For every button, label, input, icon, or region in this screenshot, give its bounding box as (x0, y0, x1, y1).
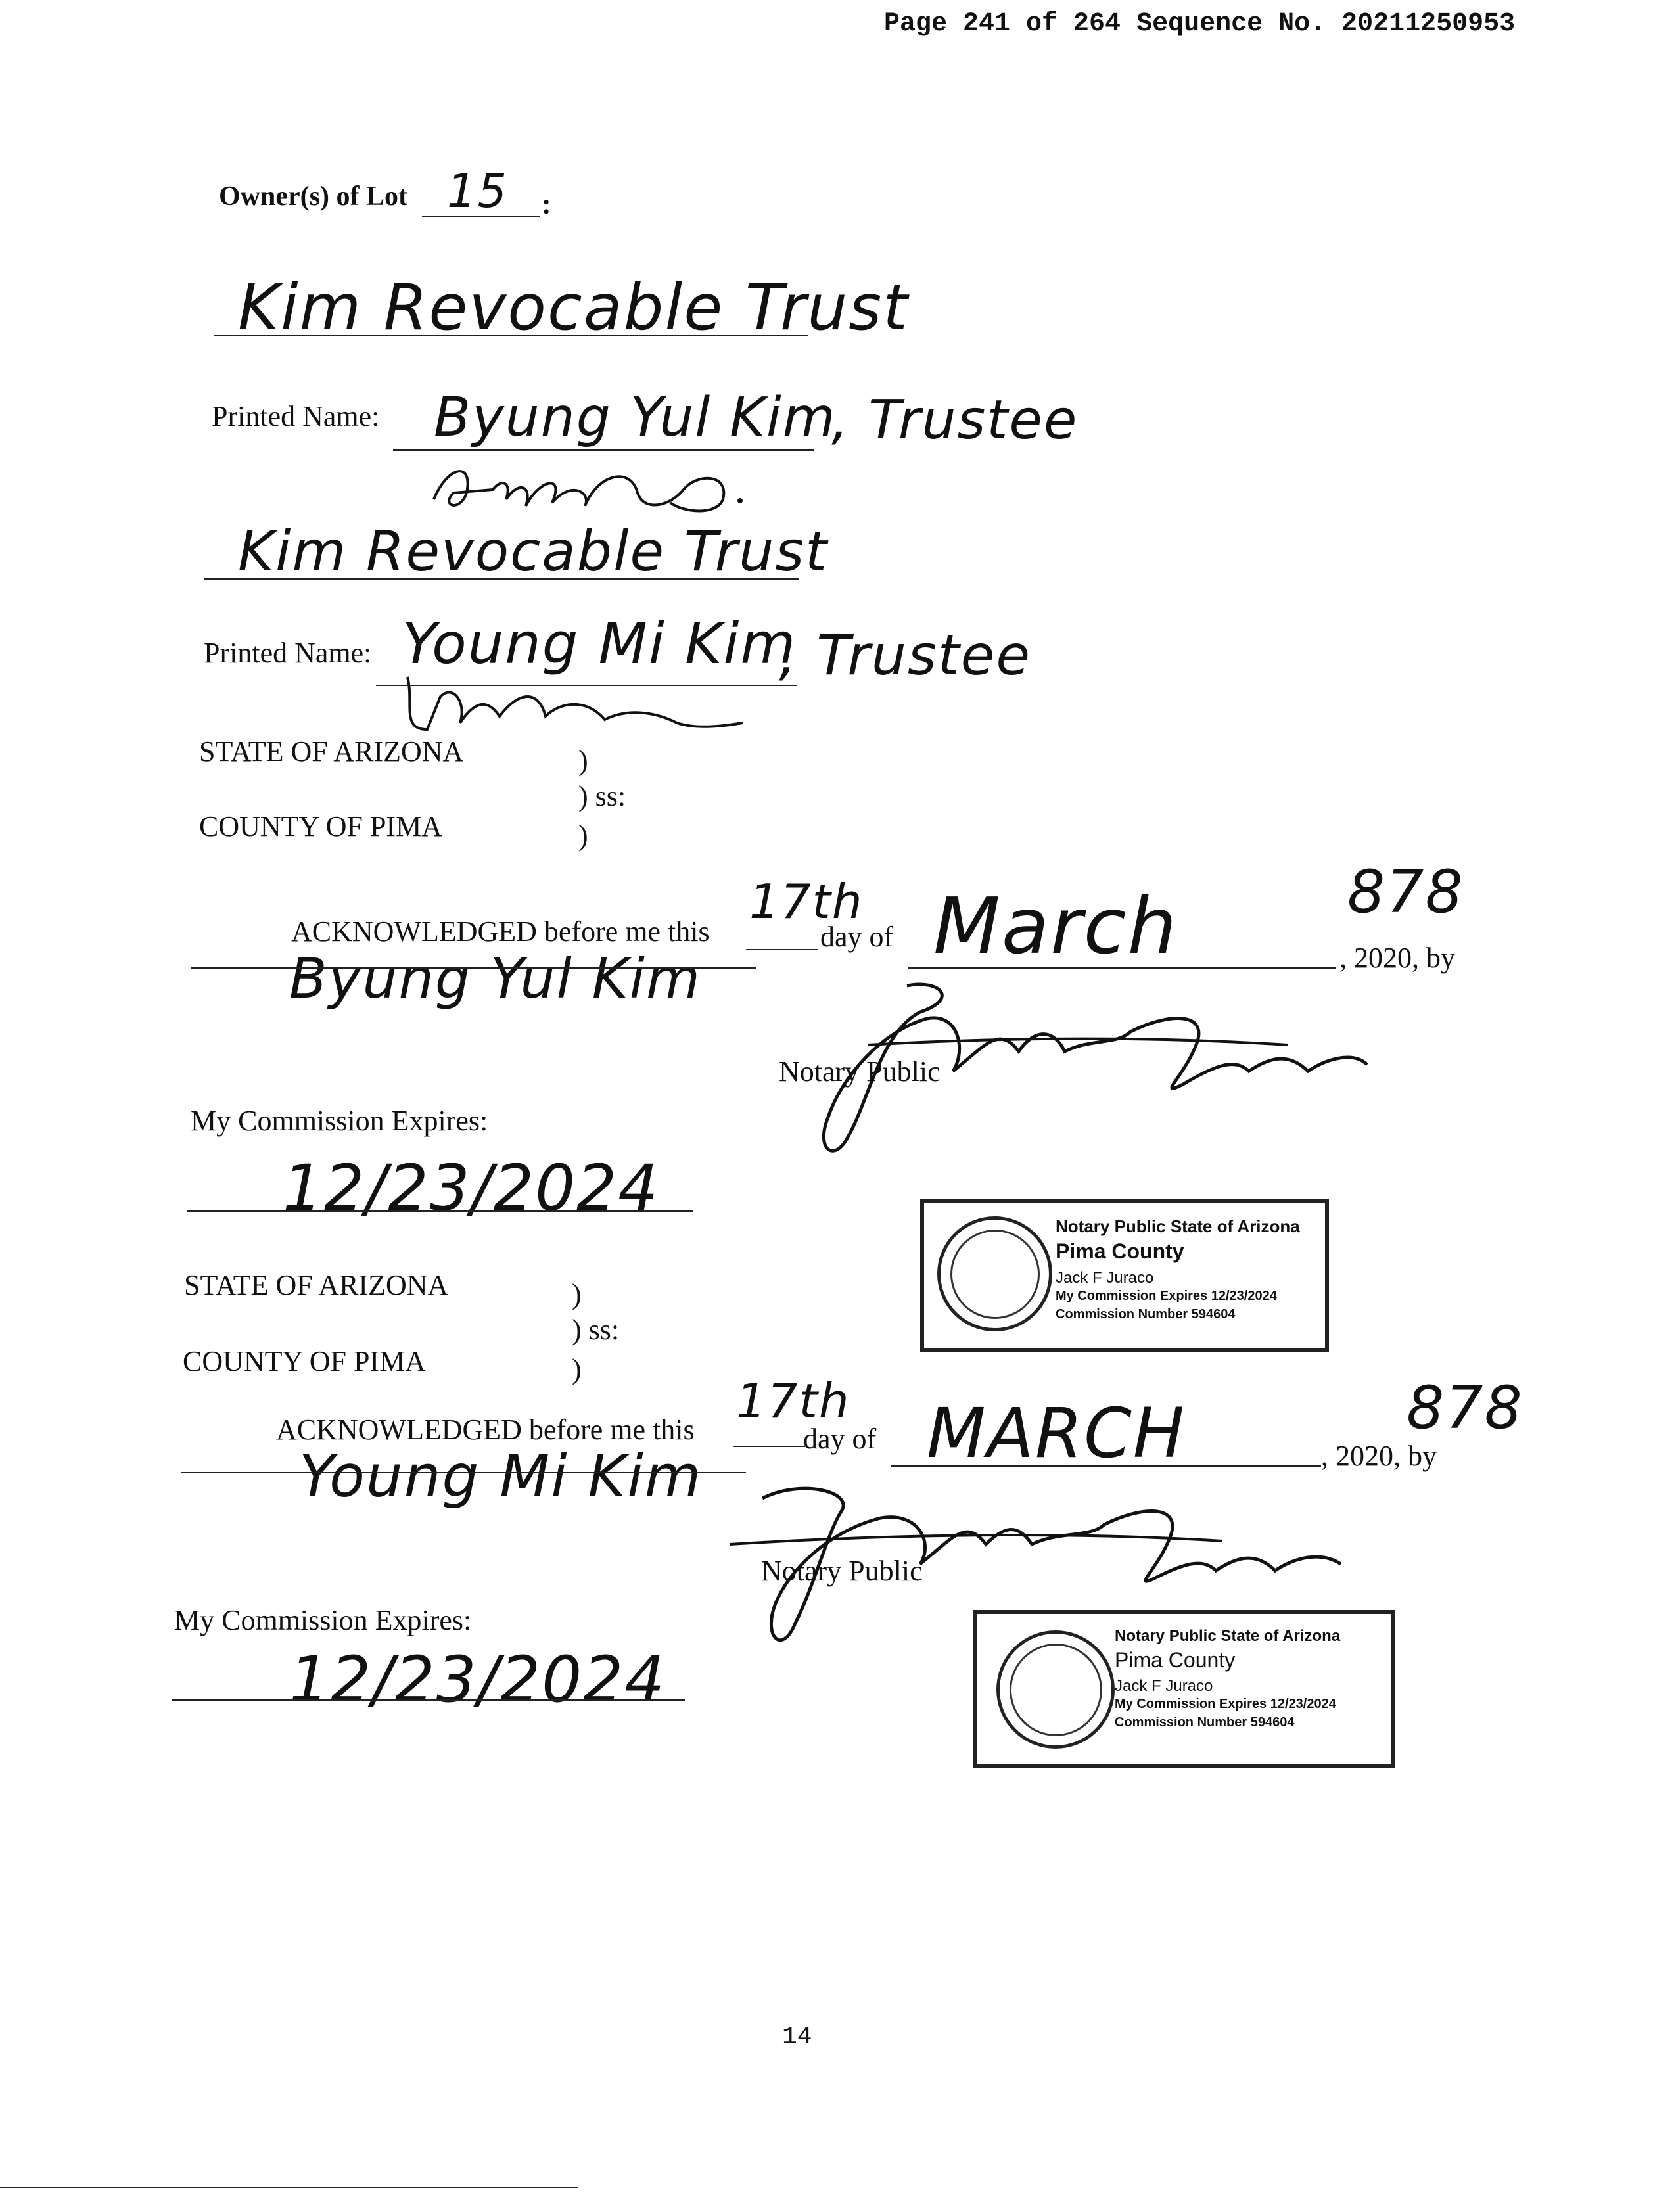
ack-1-year: , 2020, by (1339, 942, 1455, 974)
entity-2-printed-name: Young Mi Kim (402, 611, 797, 677)
stamp-2-line-4: My Commission Expires 12/23/2024 (1115, 1697, 1336, 1711)
stamp-1-line-4: My Commission Expires 12/23/2024 (1056, 1289, 1277, 1303)
owners-colon: : (542, 188, 551, 220)
ack-1-month-underline (908, 967, 1336, 969)
entity-2-underline (204, 578, 799, 580)
ack-2-month-underline (891, 1465, 1321, 1467)
page-header: Page 241 of 264 Sequence No. 20211250953 (884, 9, 1516, 39)
ack-1-text: ACKNOWLEDGED before me this (291, 915, 710, 948)
stamp-2-line-5: Commission Number 594604 (1115, 1715, 1295, 1730)
ack-1-commission-underline (187, 1210, 693, 1212)
stamp-1-line-1: Notary Public State of Arizona (1056, 1216, 1300, 1236)
ack-2-month: MARCH (927, 1393, 1186, 1473)
ack-1-month: March (933, 881, 1178, 971)
ack-2-day-of: day of (803, 1423, 877, 1455)
entity-2-name: Kim Revocable Trust (238, 519, 829, 584)
ack-2-notary-label: Notary Public (761, 1555, 923, 1587)
ack-2-notary-stamp (973, 1610, 1395, 1768)
ack-2-commission-date: 12/23/2024 (289, 1643, 666, 1717)
ack-2-state: STATE OF ARIZONA (184, 1269, 449, 1301)
entity-1-printed-name: Byung Yul Kim (434, 386, 837, 449)
ack-2-paren-2: ) (572, 1353, 582, 1385)
lot-number-underline (422, 216, 540, 217)
ack-1-commission-label: My Commission Expires: (191, 1105, 488, 1137)
page-number: 14 (782, 2023, 812, 2051)
ack-1-paren-1: ) (578, 745, 588, 777)
ack-1-commission-date: 12/23/2024 (283, 1151, 660, 1225)
ack-1-person: Byung Yul Kim (289, 946, 701, 1011)
ack-2-text: ACKNOWLEDGED before me this (276, 1414, 695, 1446)
entity-2-signature (388, 664, 756, 743)
entity-1-underline (214, 335, 808, 336)
ack-1-notary-seal (937, 1216, 1052, 1331)
ack-1-day-underline (746, 949, 818, 950)
ack-2-paren-1: ) (572, 1278, 582, 1310)
ack-1-ss: ) ss: (578, 780, 626, 812)
stamp-1-line-3: Jack F Juraco (1056, 1269, 1154, 1287)
ack-2-county: COUNTY OF PIMA (183, 1345, 426, 1377)
ack-1-county: COUNTY OF PIMA (199, 810, 442, 842)
lot-number: 15 (447, 164, 509, 218)
ack-2-year-handwritten: 878 (1407, 1373, 1523, 1442)
ack-1-notary-stamp (920, 1199, 1329, 1352)
entity-1-title: , Trustee (831, 389, 1079, 451)
ack-1-day-of: day of (820, 921, 894, 953)
entity-1-signature (421, 453, 789, 519)
ack-1-day: 17th (749, 874, 864, 929)
stamp-1-line-5: Commission Number 594604 (1056, 1307, 1236, 1322)
ack-2-year: , 2020, by (1321, 1440, 1437, 1472)
entity-1-printed-label: Printed Name: (212, 400, 380, 432)
ack-2-notary-seal (996, 1630, 1115, 1749)
stamp-1-line-2: Pima County (1056, 1239, 1184, 1263)
entity-2-printed-label: Printed Name: (204, 637, 372, 669)
ack-2-person-underline (181, 1472, 746, 1473)
ack-1-notary-label: Notary Public (779, 1055, 941, 1088)
owners-label: Owner(s) of Lot (219, 181, 407, 212)
ack-2-day-underline (733, 1446, 805, 1447)
ack-1-state: STATE OF ARIZONA (199, 735, 464, 768)
ack-1-paren-2: ) (578, 819, 588, 852)
ack-1-person-underline (191, 967, 756, 969)
stamp-2-line-1: Notary Public State of Arizona (1115, 1627, 1341, 1645)
entity-1-name: Kim Revocable Trust (238, 271, 909, 344)
ack-2-ss: ) ss: (572, 1314, 620, 1346)
ack-2-commission-label: My Commission Expires: (174, 1604, 472, 1636)
entity-1-printed-underline (393, 449, 814, 451)
ack-1-year-handwritten: 878 (1347, 858, 1464, 927)
entity-2-title: , Trustee (779, 623, 1032, 687)
footer-rule (0, 2187, 578, 2188)
ack-2-day: 17th (736, 1373, 850, 1429)
stamp-2-line-2: Pima County (1115, 1648, 1236, 1672)
ack-2-person: Young Mi Kim (299, 1442, 703, 1510)
ack-2-commission-underline (172, 1699, 685, 1701)
stamp-2-line-3: Jack F Juraco (1115, 1677, 1213, 1695)
